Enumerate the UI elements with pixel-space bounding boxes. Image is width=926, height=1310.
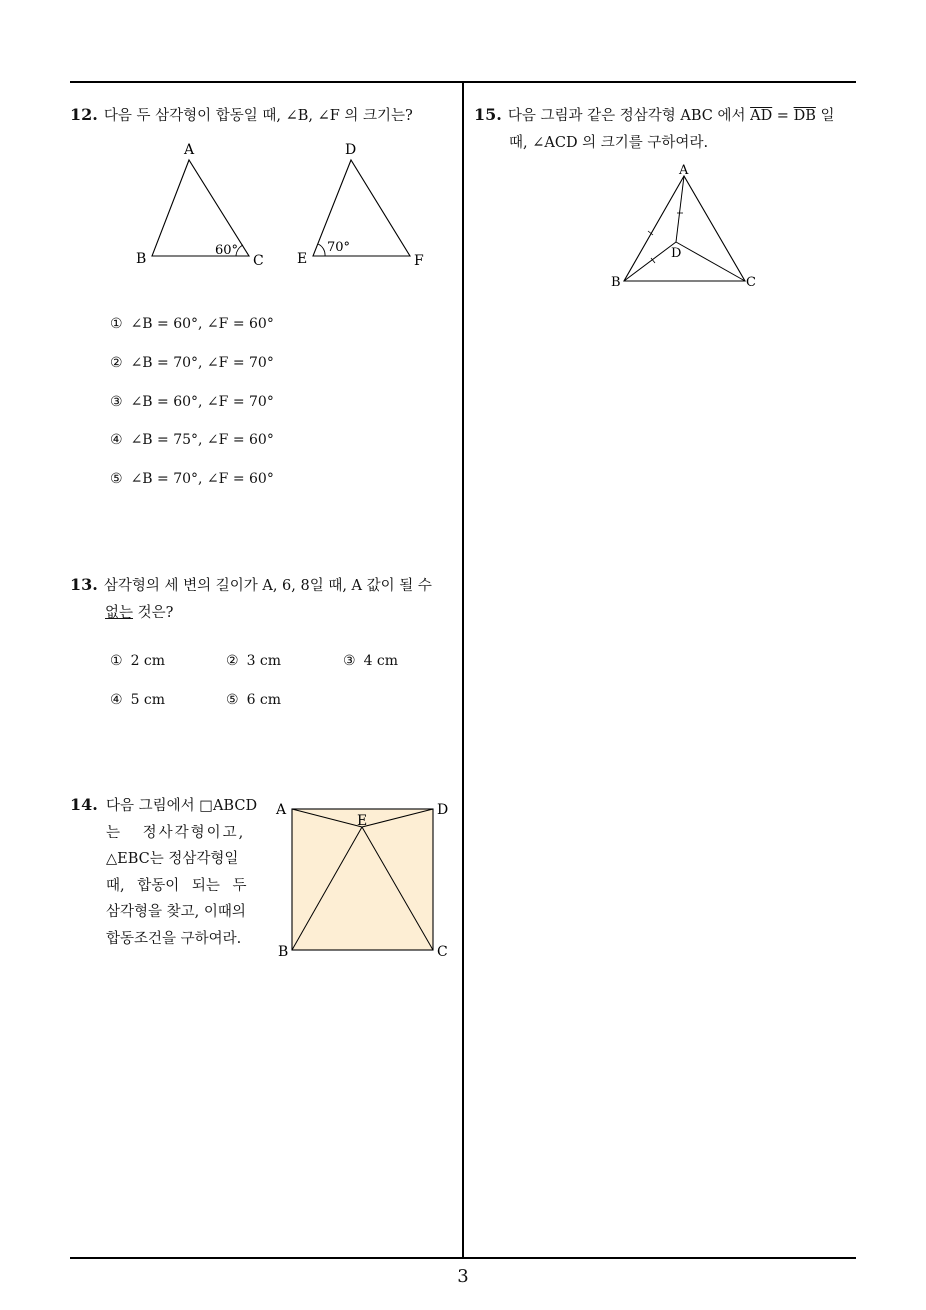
angle-c-label: 60° — [215, 243, 239, 258]
choice-text: 4 cm — [363, 653, 399, 669]
q14-line: 는 정사각형이고, — [106, 824, 246, 841]
q13-choice-5[interactable] — [226, 692, 281, 708]
label-f: F — [414, 253, 424, 269]
triangle-abc — [152, 160, 249, 256]
choice-text: 2 cm — [130, 653, 166, 669]
q14-line: 삼각형을 찾고, 이때의 — [106, 904, 246, 920]
q13-prompt — [70, 571, 460, 627]
choice-mark: ⑤ — [226, 692, 239, 708]
q13-choice-3[interactable] — [343, 653, 398, 669]
label-e: E — [297, 251, 308, 267]
choice-mark: ④ — [110, 432, 123, 448]
q15-text-post: 일 — [815, 108, 835, 124]
label-b: B — [278, 944, 289, 960]
line-b-d — [624, 242, 676, 281]
label-c: C — [253, 253, 264, 269]
q14-line: 다음 그림에서 □ABCD — [106, 798, 258, 814]
q12-choice-5[interactable] — [110, 471, 274, 487]
q15-eq: = — [772, 108, 794, 124]
q12-choice-3[interactable] — [110, 394, 274, 410]
label-d: D — [345, 142, 357, 158]
q15-number: 15. — [474, 105, 502, 124]
page-number: 3 — [457, 1266, 469, 1287]
choice-mark: ① — [110, 653, 123, 669]
q14-line: 합동조건을 구하여라. — [106, 930, 242, 947]
triangle-abc — [624, 176, 745, 281]
square-abcd — [292, 809, 433, 950]
label-d: D — [671, 246, 682, 261]
choice-mark: ③ — [343, 653, 356, 669]
label-b: B — [136, 251, 147, 267]
choice-mark: ④ — [110, 692, 123, 708]
q14-text — [106, 793, 258, 952]
q13-choice-2[interactable] — [226, 653, 281, 669]
q12-choice-4[interactable] — [110, 432, 274, 448]
line-c-d — [676, 242, 745, 281]
label-c: C — [746, 275, 756, 290]
choice-text: 6 cm — [246, 692, 282, 708]
label-a: A — [276, 802, 287, 818]
choice-text: ∠B = 60°, ∠F = 70° — [130, 394, 274, 410]
q13-line1: 삼각형의 세 변의 길이가 A, 6, 8일 때, A 값이 될 수 — [103, 578, 432, 594]
angle-e-label: 70° — [327, 240, 351, 255]
q12-figure — [125, 138, 445, 278]
q14-line: △EBC는 정삼각형일 — [106, 851, 239, 867]
q13-line2: 것은? — [133, 605, 174, 621]
choice-mark: ③ — [110, 394, 123, 410]
choice-text: 5 cm — [130, 692, 166, 708]
choice-mark: ② — [226, 653, 239, 669]
q13-choice-1[interactable] — [110, 653, 165, 669]
choice-mark: ① — [110, 316, 123, 332]
choice-mark: ⑤ — [110, 471, 123, 487]
choice-text: ∠B = 70°, ∠F = 70° — [130, 355, 274, 371]
q15-segment-ad: $\overline{AD}$ — [750, 108, 773, 124]
column-divider — [462, 81, 464, 1259]
label-c: C — [437, 944, 448, 960]
q12-choice-2[interactable] — [110, 355, 274, 371]
choice-text: ∠B = 60°, ∠F = 60° — [130, 316, 274, 332]
q14-figure — [272, 796, 462, 966]
q14-line: 때, 합동이 되는 두 — [106, 877, 247, 894]
q12-choice-1[interactable] — [110, 316, 274, 332]
angle-e-arc — [318, 244, 325, 256]
q15-segment-db: $\overline{DB}$ — [793, 108, 816, 124]
q14-number: 14. — [70, 795, 98, 814]
label-b: B — [611, 275, 621, 290]
label-a: A — [184, 142, 195, 158]
q15-prompt — [474, 101, 859, 157]
q12-prompt — [70, 101, 455, 130]
q15-figure — [605, 162, 775, 292]
choice-text: ∠B = 75°, ∠F = 60° — [130, 432, 274, 448]
q15-line2: 때, ∠ACD 의 크기를 구하여라. — [509, 135, 709, 151]
choice-text: 3 cm — [246, 653, 282, 669]
label-e: E — [357, 813, 368, 829]
bottom-rule — [70, 1257, 856, 1259]
q13-choice-4[interactable] — [110, 692, 165, 708]
q13-number: 13. — [70, 575, 98, 594]
label-d: D — [437, 802, 449, 818]
label-a: A — [679, 163, 689, 178]
choice-text: ∠B = 70°, ∠F = 60° — [130, 471, 274, 487]
q12-number: 12. — [70, 105, 98, 124]
line-a-d — [676, 176, 684, 242]
choice-mark: ② — [110, 355, 123, 371]
q13-underlined-word: 없는 — [105, 605, 134, 621]
q12-text: 다음 두 삼각형이 합동일 때, ∠B, ∠F 의 크기는? — [103, 108, 413, 124]
q14-number-block — [70, 791, 104, 820]
q15-text-pre: 다음 그림과 같은 정삼각형 ABC 에서 — [507, 108, 751, 124]
